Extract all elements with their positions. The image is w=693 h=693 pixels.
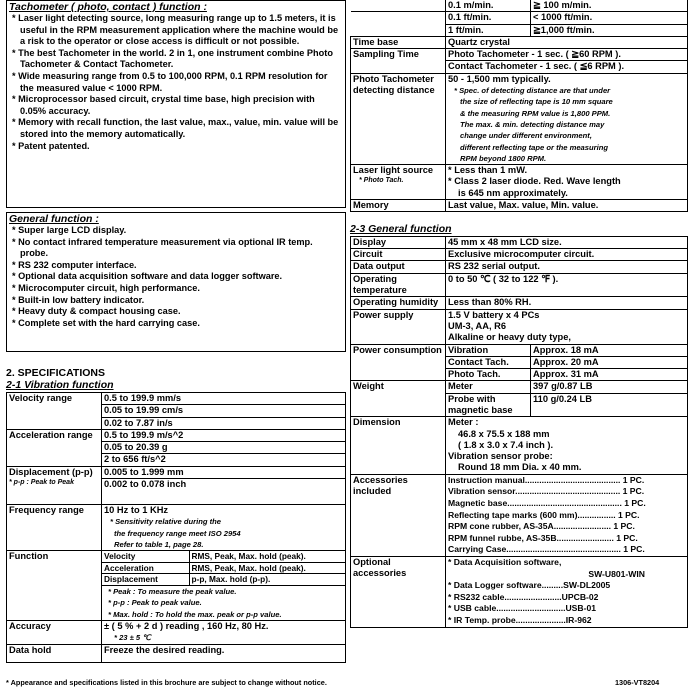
table-row	[351, 344, 688, 356]
general-function-title: 2-3 General function	[350, 223, 452, 236]
footer-note: * Appearance and specifications listed in this brochure are subject to change without notice.	[6, 678, 327, 687]
cell: * Data Logger software.........SW-DL2005	[448, 580, 611, 591]
table-row	[351, 556, 688, 627]
accessories-label: Accessories included	[351, 474, 446, 556]
specifications-title	[6, 368, 346, 391]
cell: 45 mm x 48 mm LCD size.	[446, 236, 688, 248]
cell: ≧ 100 m/min.	[531, 0, 688, 12]
cell: RS 232 serial output.	[446, 261, 688, 273]
note: Refer to table 1, page 28.	[114, 539, 204, 549]
function-label: Function	[7, 551, 102, 621]
cell: 0 to 50 ℃ ( 32 to 122 ℉ ).	[446, 273, 688, 297]
table-row	[351, 73, 688, 164]
laser-note: * Photo Tach.	[359, 177, 404, 185]
cell: * Data Acquisition software,	[448, 556, 562, 567]
laser-value	[446, 165, 688, 200]
cell: Photo Tach.	[446, 369, 531, 381]
note: The max. & min. detecting distance may	[460, 119, 605, 129]
table-row	[351, 12, 688, 24]
photo-distance-value	[446, 73, 688, 164]
tachometer-function-box	[6, 0, 346, 208]
sampling-label: Sampling Time	[351, 49, 446, 74]
table-row	[351, 261, 688, 273]
cell: ≧1,000 ft/min.	[531, 24, 688, 36]
display-label: Display	[351, 236, 446, 248]
note: * Max. hold : To hold the max. peak or p-p value.	[108, 609, 282, 619]
cell: Vibration	[446, 344, 531, 356]
tacho-bullet: * Laser light detecting source, long measuring range up to 1.5 meters, it is useful in the RPM measurement application where the machine would be a risk to the operator or close access is difficult or not possible.	[9, 13, 343, 48]
cell: RPM funnel rubbe, AS-35B........................ 1 PC.	[448, 532, 638, 543]
cell: 110 g/0.24 LB	[531, 393, 688, 417]
table-row	[102, 562, 345, 574]
cell: 0.05 to 20.39 g	[102, 442, 346, 454]
cell: Approx. 31 mA	[531, 369, 688, 381]
power-label: Power supply	[351, 309, 446, 344]
cell: Vibration sensor............................................ 1 PC.	[448, 486, 645, 497]
cell: 2 to 656 ft/s^2	[102, 454, 346, 466]
tacho-bullet: * The best Tachometer in the world. 2 in 1, one instrument combine Photo Tachometer & Contact Tachometer.	[9, 48, 343, 71]
cell: Instruction manual........................................ 1 PC.	[448, 474, 645, 485]
cell: * RS232 cable........................UPCB-02	[448, 591, 599, 602]
table-row	[351, 0, 688, 12]
left-column	[6, 0, 346, 663]
general-bullet: * No contact infrared temperature measurement via optional IR temp. probe.	[9, 237, 343, 260]
vibration-table	[6, 392, 346, 663]
cell: p-p, Max. hold (p-p).	[189, 574, 345, 586]
table-row	[351, 236, 688, 248]
cell: Exclusive microcomputer circuit.	[446, 249, 688, 261]
cell: 0.5 to 199.9 mm/s	[102, 393, 346, 405]
note: change under different environment,	[460, 131, 592, 141]
tacho-heading: Tachometer ( photo, contact ) function :	[9, 1, 207, 13]
note: * 23 ± 5 ℃	[114, 633, 151, 643]
cell: Meter :	[448, 417, 479, 428]
cell: Acceleration	[102, 562, 189, 574]
table-row	[102, 551, 345, 562]
ophum-label: Operating humidity	[351, 297, 446, 309]
timebase-value: Quartz crystal	[446, 36, 688, 48]
note: * p-p : Peak to peak value.	[108, 598, 202, 608]
note: & the measuring RPM value is 1,800 PPM.	[460, 108, 611, 118]
cell: 1.5 V battery x 4 PCs	[448, 309, 540, 320]
cell: * IR Temp. probe.....................IR-962	[448, 614, 592, 625]
cell: Less than 80% RH.	[446, 297, 688, 309]
tacho-spec-table	[350, 0, 688, 212]
output-label: Data output	[351, 261, 446, 273]
function-inner-table	[102, 551, 345, 586]
power-value	[446, 309, 688, 344]
cell: 0.05 to 19.99 cm/s	[102, 405, 346, 417]
cell: Approx. 20 mA	[531, 356, 688, 368]
cell: Contact Tachometer - 1 sec. ( ≦6 RPM ).	[446, 61, 688, 73]
cell: 0.1 m/min.	[446, 0, 531, 12]
dimension-value	[446, 417, 688, 474]
table-row	[351, 417, 688, 474]
cell: 0.02 to 7.87 in/s	[102, 417, 346, 429]
acceleration-label: Acceleration range	[7, 429, 102, 466]
table-row	[7, 620, 346, 644]
optional-value	[446, 556, 688, 627]
datahold-value: Freeze the desired reading.	[102, 644, 346, 662]
table-row	[7, 644, 346, 662]
dimension-label: Dimension	[351, 417, 446, 474]
circuit-label: Circuit	[351, 249, 446, 261]
consumption-label: Power consumption	[351, 344, 446, 381]
general-bullet: * Heavy duty & compact housing case.	[9, 306, 343, 318]
cell: Velocity	[102, 551, 189, 562]
accuracy-value	[102, 620, 346, 644]
function-value	[102, 551, 346, 621]
timebase-label: Time base	[351, 36, 446, 48]
table-row	[102, 574, 345, 586]
note: different reflecting tape or the measuring	[460, 142, 608, 152]
general-bullet: * Microcomputer circuit, high performance.	[9, 283, 343, 295]
right-column	[350, 0, 688, 628]
table-row	[351, 165, 688, 200]
note: the frequency range meet ISO 2954	[114, 528, 241, 538]
cell: Alkaline or heavy duty type,	[448, 332, 571, 343]
table-row	[7, 551, 346, 621]
table-row	[351, 49, 688, 61]
cell: < 1000 ft/min.	[531, 12, 688, 24]
cell: Magnetic base................................................ 1 PC.	[448, 497, 646, 508]
cell: SW-U801-WIN	[588, 568, 645, 579]
table-row	[7, 466, 346, 478]
cell: * Less than 1 mW.	[448, 165, 528, 176]
datahold-label: Data hold	[7, 644, 102, 662]
frequency-value	[102, 505, 346, 551]
table-row	[7, 505, 346, 551]
displacement-label	[7, 466, 102, 504]
cell: 1 ft/min.	[446, 24, 531, 36]
cell: is 645 nm approximately.	[458, 187, 568, 198]
weight-label: Weight	[351, 381, 446, 417]
cell: 0.005 to 1.999 mm	[102, 466, 346, 478]
frequency-label: Frequency range	[7, 505, 102, 551]
cell: 397 g/0.87 LB	[531, 381, 688, 393]
table-row	[351, 249, 688, 261]
tacho-bullet: * Wide measuring range from 0.5 to 100,000 RPM, 0.1 RPM resolution for the measured value < 1000 RPM.	[9, 71, 343, 94]
cell: Meter	[446, 381, 531, 393]
velocity-label: Velocity range	[7, 393, 102, 430]
cell: * USB cable.............................USB-01	[448, 603, 597, 614]
general-spec-table	[350, 236, 688, 628]
cell: Carrying Case................................................ 1 PC.	[448, 544, 645, 555]
general-bullet: * Optional data acquisition software and data logger software.	[9, 271, 343, 283]
cell: ( 1.8 x 3.0 x 7.4 inch ).	[458, 439, 554, 450]
photo-distance-label: Photo Tachometer detecting distance	[351, 73, 446, 164]
table-row	[351, 309, 688, 344]
optional-label: Optional accessories	[351, 556, 446, 627]
cell: 0.002 to 0.078 inch	[102, 479, 346, 505]
accuracy-label: Accuracy	[7, 620, 102, 644]
memory-label: Memory	[351, 200, 446, 212]
tacho-bullet: * Patent patented.	[9, 141, 343, 153]
cell: 0.5 to 199.9 m/s^2	[102, 429, 346, 441]
note: * Sensitivity relative during the	[110, 517, 221, 527]
cell: Approx. 18 mA	[531, 344, 688, 356]
displacement-note: * p-p : Peak to Peak	[9, 479, 74, 487]
tacho-bullet: * Memory with recall function, the last value, max., value, min. value will be stored into the memory automatically.	[9, 117, 343, 140]
table-row	[7, 429, 346, 441]
optemp-label: Operating temperature	[351, 273, 446, 297]
laser-label	[351, 165, 446, 200]
tacho-bullet: * Microprocessor based circuit, crystal time base, high precision with 0.05% accuracy.	[9, 94, 343, 117]
photo-value: 50 - 1,500 mm typically.	[448, 73, 551, 84]
table-row	[351, 200, 688, 212]
table-row	[351, 24, 688, 36]
freq-value: 10 Hz to 1 KHz	[104, 505, 169, 516]
accessories-value	[446, 474, 688, 556]
general-bullet: * Complete set with the hard carrying case.	[9, 318, 343, 330]
spec-title: 2. SPECIFICATIONS	[6, 367, 105, 379]
displacement-text: Displacement (p-p)	[9, 466, 93, 477]
general-function-box	[6, 212, 346, 352]
note: * Spec. of detecting distance are that under	[454, 86, 611, 96]
cell: Round 18 mm Dia. x 40 mm.	[458, 462, 582, 473]
memory-value: Last value, Max. value, Min. value.	[446, 200, 688, 212]
table-row	[351, 381, 688, 393]
table-row	[351, 36, 688, 48]
vibration-subtitle: 2-1 Vibration function	[6, 378, 114, 391]
cell: 46.8 x 75.5 x 188 mm	[458, 428, 550, 439]
general-bullet: * Built-in low battery indicator.	[9, 295, 343, 307]
cell: UM-3, AA, R6	[448, 320, 507, 331]
cell: Photo Tachometer - 1 sec. ( ≧60 RPM ).	[446, 49, 688, 61]
cell: Displacement	[102, 574, 189, 586]
cell: Vibration sensor probe:	[448, 451, 553, 462]
cell: Probe with magnetic base	[446, 393, 531, 417]
cell: * Class 2 laser diode. Red. Wave length	[448, 176, 621, 187]
table-row	[351, 273, 688, 297]
general-bullet: * Super large LCD display.	[9, 225, 343, 237]
note: * Peak : To measure the peak value.	[108, 587, 237, 597]
acc-value: ± ( 5 % + 2 d ) reading , 160 Hz, 80 Hz.	[104, 620, 269, 631]
general-bullet: * RS 232 computer interface.	[9, 260, 343, 272]
note: the size of reflecting tape is 10 mm square	[460, 97, 613, 107]
cell: Contact Tach.	[446, 356, 531, 368]
laser-text: Laser light source	[353, 165, 434, 176]
table-row	[7, 393, 346, 405]
note: RPM beyond 1800 RPM.	[460, 153, 547, 163]
table-row	[351, 297, 688, 309]
general-heading: General function :	[9, 213, 99, 225]
cell: RMS, Peak, Max. hold (peak).	[189, 562, 345, 574]
cell: RMS, Peak, Max. hold (peak).	[189, 551, 345, 562]
cell: 0.1 ft/min.	[446, 12, 531, 24]
cell: Reflecting tape marks (600 mm)................ 1 PC.	[448, 509, 640, 520]
cell: RPM cone rubber, AS-35A........................ 1 PC.	[448, 521, 635, 532]
table-row	[351, 474, 688, 556]
footer-code: 1306-VT8204	[615, 678, 660, 687]
